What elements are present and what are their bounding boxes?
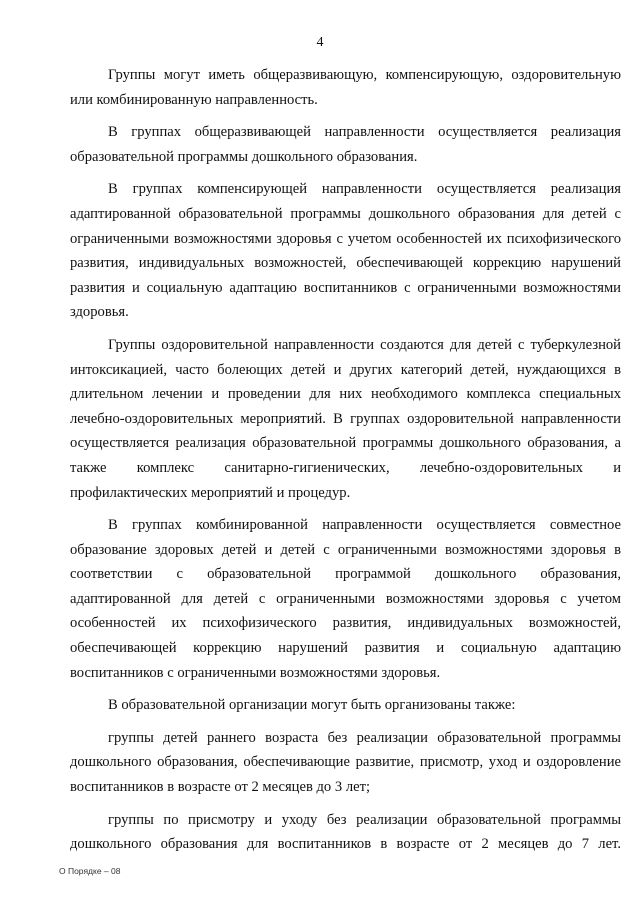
paragraph-directions: Группы могут иметь общеразвивающую, компенсирующую, оздоровительную или комбинированную направленность. [70, 67, 621, 108]
paragraph-combined: В группах комбинированной направленности осуществляется совместное образование здоровых детей и детей с ограниченными возможностями здоровья в соответствии с образовательной программой дошкольного образования, адаптированной для детей с ограниченными возможностями здоровья с учетом особенностей их психофизического развития, индивидуальных возможностей, обеспечивающей коррекцию нарушений развития и социальную адаптацию воспитанников с ограниченными возможностями здоровья. [70, 517, 621, 681]
paragraph-health-improving: Группы оздоровительной направленности создаются для детей с туберкулезной интоксикацией, часто болеющих детей и других категорий детей, нуждающихся в длительном лечении и проведении для них необходимого комплекса специальных лечебно-оздоровительных мероприятий. В группах оздоровительной направленности осуществляется реализация образовательной программы дошкольного образования, а также комплекс санитарно-гигиенических, лечебно-оздоровительных и профилактических мероприятий и процедур. [70, 336, 621, 501]
footer-label: О Порядке – 08 [59, 866, 121, 876]
paragraph-compensating: В группах компенсирующей направленности осуществляется реализация адаптированной образовательной программы дошкольного образования для детей с ограниченными возможностями здоровья с учетом особенностей их психофизического развития, индивидуальных возможностей, обеспечивающей коррекцию нарушений развития и социальную адаптацию воспитанников с ограниченными возможностями здоровья. [70, 181, 621, 321]
paragraph-general-development: В группах общеразвивающей направленности осуществляется реализация образовательной программы дошкольного образования. [70, 124, 621, 165]
paragraph-also-organized: В образовательной организации могут быть организованы также: [108, 697, 516, 714]
page-number: 4 [316, 35, 324, 50]
paragraph-care-groups: группы по присмотру и уходу без реализации образовательной программы дошкольного образования для воспитанников в возрасте от 2 месяцев до 7 лет. [70, 811, 621, 853]
document-body [70, 63, 621, 857]
paragraph-early-age-groups: группы детей раннего возраста без реализации образовательной программы дошкольного образования, обеспечивающие развитие, присмотр, уход и оздоровление воспитанников в возрасте от 2 месяцев до 3 лет; [70, 729, 621, 796]
